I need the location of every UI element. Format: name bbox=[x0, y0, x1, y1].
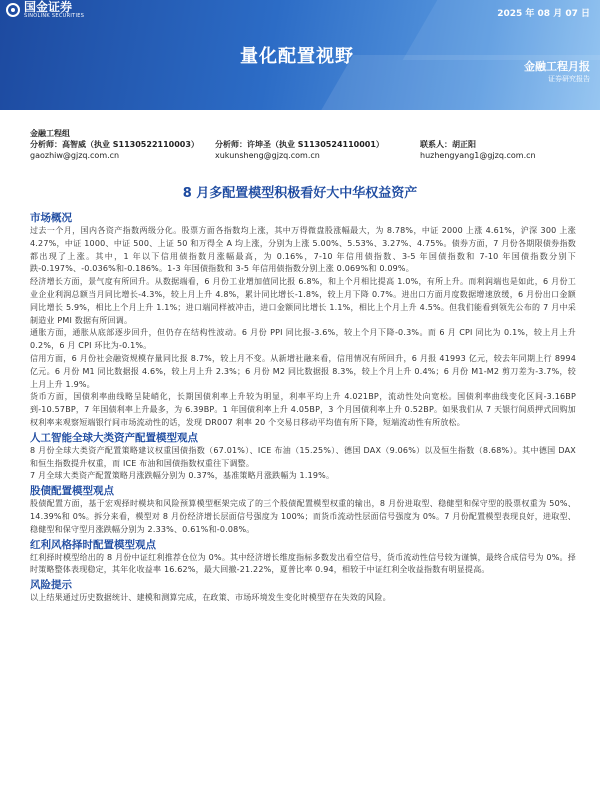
analyst-2-name: 分析师：许坤圣（执业 S1130524110001） bbox=[215, 140, 384, 149]
section-title-market: 市场概况 bbox=[30, 212, 72, 224]
report-date: 2025 年 08 月 07 日 bbox=[497, 9, 590, 19]
report-subtype: 证券研究报告 bbox=[548, 75, 590, 83]
market-paragraph-credit: 信用方面，6 月份社会融资规模存量同比报 8.7%，较上月不变。从新增社融来看，信用情况有所回升，6 月报 41993 亿元，较去年同期上行 8994 亿元。6 月份 M1 同比数据报 4.6%，较上月上升 2.3%；6 月份 M2 同比数据报 8.3%，较上个月上升 0.4%；6 月份 M1-M2 剪刀差为-3.7%，较上月上升 1.9%。 bbox=[30, 353, 576, 389]
report-type: 金融工程月报 bbox=[524, 60, 590, 73]
analyst-names-row bbox=[30, 139, 590, 150]
market-paragraph-growth: 经济增长方面，景气度有所回升。从数据端看，6 月份工业增加值同比报 6.8%，和上个月相比提高 1.0%，有所上升。而利润端也是如此，6 月份工业企业利润总额当月同比增长-4.3%，较上月上升 4.8%，累计同比增长-1.8%，较上月下降 0.7%。进出口方面月度数据增速放缓，6 月份出口金额同比增长 5.9%，相比上个月上升 1.1%；进口端同样被冲击，进口金额同比增长 1.1%，相比上个月上升 4.5%。但我们能看到领先公布的 7 月中采制造业 PMI 数据有所回调。 bbox=[30, 277, 576, 325]
team-name: 金融工程组 bbox=[30, 129, 70, 138]
section-title-dividend: 红利风格择时配置模型观点 bbox=[30, 538, 156, 551]
section-title-stockbond: 股债配置模型观点 bbox=[30, 485, 114, 498]
company-logo bbox=[6, 0, 84, 20]
document-title: 8 月多配置模型积极看好大中华权益资产 bbox=[182, 186, 418, 201]
analyst-1-email[interactable]: gaozhiw@gjzq.com.cn bbox=[30, 151, 120, 160]
risk-paragraph: 以上结果通过历史数据统计、建模和测算完成，在政策、市场环境发生变化时模型存在失效的风险。 bbox=[30, 593, 391, 603]
ai-paragraph-weights: 8 月份全球大类资产配置策略建议权重国债指数（67.01%）、ICE 布油（15.25%）、德国 DAX（9.06%）以及恒生指数（8.68%）。其中德国 DAX 和恒生指数提升权重，而 ICE 布油和国债指数权重往下调整。 bbox=[30, 445, 576, 468]
section-title-ai: 人工智能全球大类资产配置模型观点 bbox=[30, 431, 198, 444]
report-header bbox=[0, 0, 600, 110]
analyst-info bbox=[30, 128, 590, 161]
report-body bbox=[30, 210, 576, 605]
market-paragraph-monetary: 货币方面，国债利率曲线略呈陡峭化，长期国债利率上升较为明显，利率平均上升 4.021BP，流动性处向宽松。国债利率曲线变化区间-3.16BP 到-10.57BP，7 年国债利率上升最多，为 6.39BP。1 年国债利率上升 4.05BP，3 个月国债利率上升 0.52BP。如果我们从 7 天银行间质押式回购加权利率来观察短端银行间市场流动性的话，发现 DR007 利率 20 个交易日移动平均值有所下降，短端流动性有所放松。 bbox=[30, 392, 576, 427]
contact-name: 联系人：胡正阳 bbox=[420, 140, 476, 149]
dividend-paragraph: 红利择时模型给出的 8 月份中证红利推荐仓位为 0%。其中经济增长维度指标多数发出看空信号，货币流动性信号较为谨慎，最终合成信号为 0%。择时策略整体表现稳定，其年化收益率 16.62%，最大回撤-21.22%，夏普比率 0.94，相较于中证红利全收益指数有明显提高。 bbox=[30, 552, 576, 575]
analyst-emails-row bbox=[30, 150, 590, 161]
section-title-risk: 风险提示 bbox=[30, 579, 72, 592]
analyst-2-email[interactable]: xukunsheng@gjzq.com.cn bbox=[215, 151, 320, 160]
ai-paragraph-returns: 7 月全球大类资产配置策略月涨跌幅分别为 0.37%，基准策略月涨跌幅为 1.19%。 bbox=[30, 471, 335, 481]
logo-en-text: SINOLINK SECURITIES bbox=[24, 13, 85, 19]
stockbond-paragraph: 股债配置方面，基于宏观择时模块和风险预算模型框架完成了的三个股债配置模型权重的输出，8 月份进取型、稳健型和保守型的股票权重为 50%、14.39%和 0%。拆分来看，模型对 8 月份经济增长层面信号强度为 100%；而货币流动性层面信号强度为 0%。7 月份配置模型表现良好，进取型、稳健型和保守型月涨跌幅分别为 2.33%、0.61%和-0.08%。 bbox=[30, 499, 576, 534]
contact-email[interactable]: huzhengyang1@gjzq.com.cn bbox=[420, 151, 536, 160]
header-title: 量化配置视野 bbox=[240, 46, 354, 67]
market-paragraph-assets: 过去一个月，国内各资产指数两级分化。股票方面各指数均上涨，其中万得微盘股涨幅最大，为 8.78%，中证 2000 上涨 4.61%，沪深 300 上涨 4.27%，中证 1000、中证 500、上证 50 和万得全 A 均上涨，分别为上涨 5.00%、5.53%、3.27%、4.75%。债券方面，7 月份各期限债券指数都出现了上涨。其中，1 年以下信用债指数月涨幅最高，为 0.16%，7-10 年信用债指数、3-5 年国债指数和 7-10 年国债指数分别下跌-0.197%、-0.036%和-0.186%。1-3 年国债指数和 3-5 年信用债指数分别上涨 0.069%和 0.09%。 bbox=[30, 226, 576, 274]
analyst-1-name: 分析师：高智威（执业 S1130522110003） bbox=[30, 140, 199, 149]
logo-icon bbox=[6, 3, 20, 17]
logo-cn-text: 国金证券 bbox=[24, 0, 73, 14]
market-paragraph-inflation: 通胀方面，通胀从底部逐步回升，但仍存在结构性波动。6 月份 PPI 同比报-3.6%，较上个月下降-0.3%。而 6 月 CPI 同比为 0.1%，较上月上升 0.2%，6 月 CPI 环比为-0.1%。 bbox=[30, 328, 576, 351]
